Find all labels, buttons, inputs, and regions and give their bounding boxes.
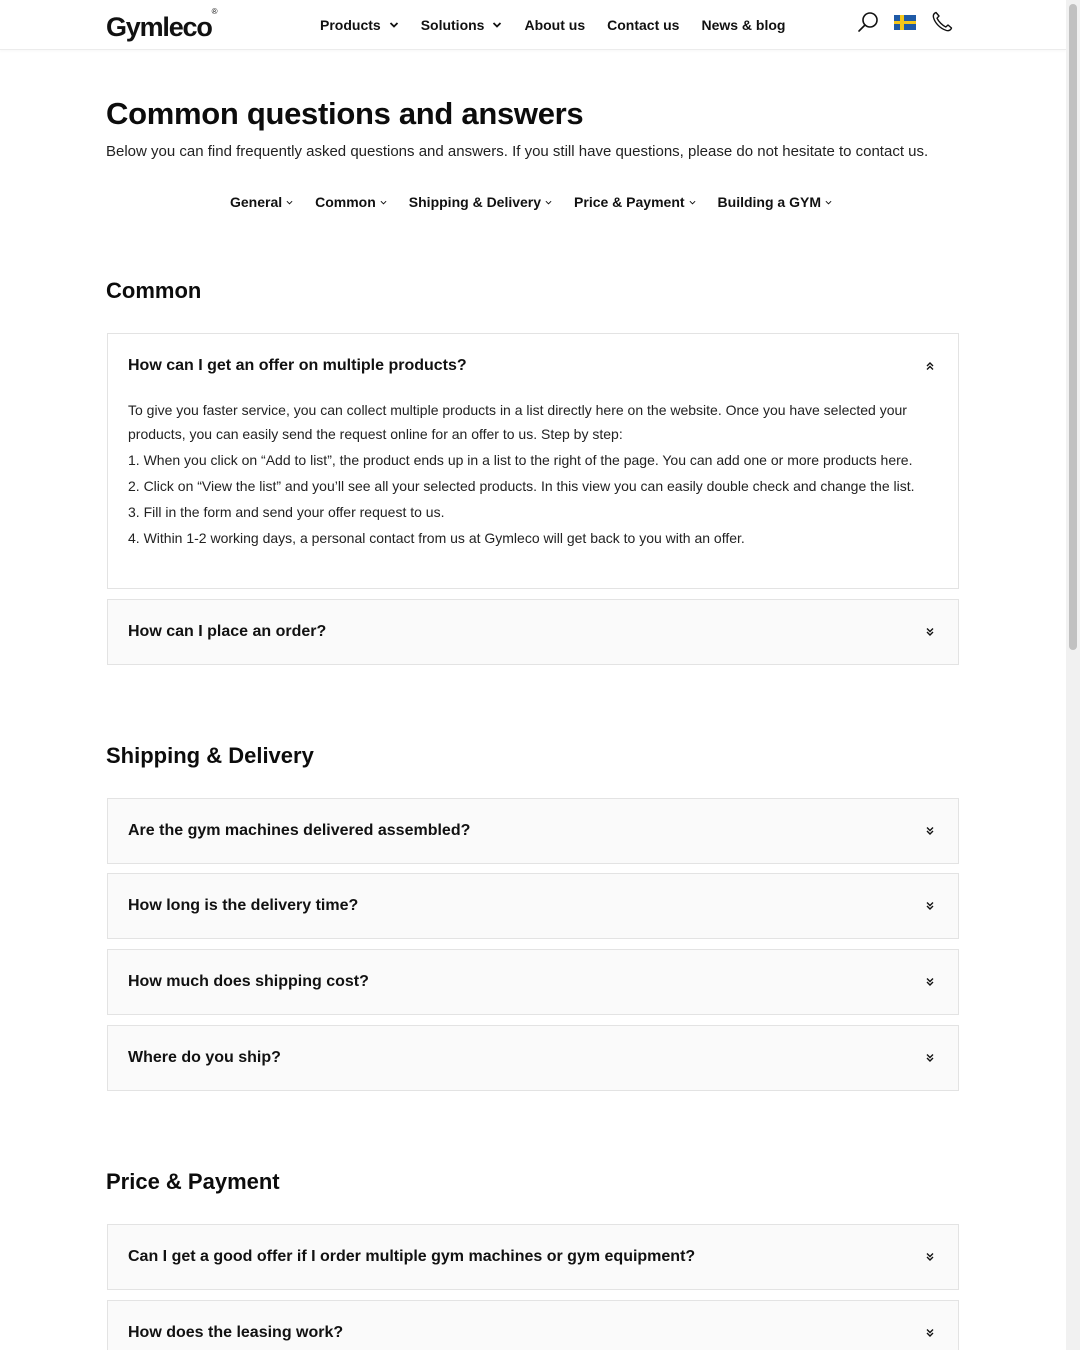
category-common[interactable]: Common [315, 194, 387, 210]
double-chevron-down-icon [925, 825, 935, 837]
faq-question-toggle[interactable] [108, 1026, 958, 1090]
faq-question-text: Where do you ship? [128, 1049, 281, 1066]
double-chevron-down-icon [925, 976, 935, 988]
faq-question-text: How long is the delivery time? [128, 897, 359, 914]
faq-question-toggle[interactable] [108, 1301, 958, 1350]
section-title-common: Common [106, 278, 202, 303]
faq-answer-step: 1. When you click on “Add to list”, the product ends up in a list to the right of the page. You can add one or more products here. [128, 452, 913, 468]
faq-answer-step: 4. Within 1-2 working days, a personal contact from us at Gymleco will get back to you with an offer. [128, 530, 745, 546]
gymleco-logo[interactable]: Gymleco® [106, 7, 218, 42]
faq-question-toggle[interactable] [108, 334, 958, 398]
faq-question-text: Are the gym machines delivered assembled? [128, 822, 471, 839]
faq-item [107, 873, 959, 939]
double-chevron-down-icon [925, 1327, 935, 1339]
site-header [0, 0, 1066, 50]
faq-question-toggle[interactable] [108, 950, 958, 1014]
faq-item [107, 1300, 959, 1350]
nav-products[interactable]: Products [320, 17, 399, 33]
faq-item [107, 949, 959, 1015]
double-chevron-down-icon [925, 626, 935, 638]
nav-news-blog[interactable]: News & blog [701, 17, 786, 33]
faq-question-toggle[interactable] [108, 600, 958, 664]
chevron-down-icon [825, 199, 832, 206]
faq-item [107, 599, 959, 665]
page-title: Common questions and answers [106, 96, 584, 131]
faq-question-text: How can I get an offer on multiple products? [128, 357, 467, 374]
faq-question-text: How does the leasing work? [128, 1324, 344, 1341]
faq-item [107, 1025, 959, 1091]
category-general[interactable]: General [230, 194, 293, 210]
page-scrollbar[interactable] [1066, 0, 1080, 1350]
chevron-down-icon [286, 199, 293, 206]
chevron-down-icon [389, 20, 399, 30]
double-chevron-up-icon [925, 360, 935, 372]
category-price-payment[interactable]: Price & Payment [574, 194, 696, 210]
chevron-down-icon [689, 199, 696, 206]
phone-icon[interactable] [930, 10, 954, 34]
category-shipping-delivery[interactable]: Shipping & Delivery [409, 194, 552, 210]
faq-question-toggle[interactable] [108, 874, 958, 938]
chevron-down-icon [492, 20, 502, 30]
scrollbar-thumb[interactable] [1069, 4, 1077, 650]
section-title-price-payment: Price & Payment [106, 1169, 280, 1194]
faq-category-nav [0, 194, 1066, 210]
double-chevron-down-icon [925, 900, 935, 912]
section-title-shipping-delivery: Shipping & Delivery [106, 743, 314, 768]
faq-question-text: Can I get a good offer if I order multiple gym machines or gym equipment? [128, 1248, 696, 1265]
nav-about-us[interactable]: About us [524, 17, 586, 33]
faq-question-toggle[interactable] [108, 799, 958, 863]
faq-question-text: How much does shipping cost? [128, 973, 369, 990]
faq-item [107, 1224, 959, 1290]
faq-item [107, 333, 959, 589]
double-chevron-down-icon [925, 1251, 935, 1263]
header-actions [856, 10, 954, 34]
faq-answer-step: 2. Click on “View the list” and you’ll see all your selected products. In this view you can easily double check and change the list. [128, 478, 915, 494]
faq-question-text: How can I place an order? [128, 623, 327, 640]
faq-answer-step: 3. Fill in the form and send your offer request to us. [128, 504, 445, 520]
faq-answer-paragraph: To give you faster service, you can collect multiple products in a list directly here on the website. Once you have selected your products, you can easily send the request online for an offer to us. Step by step: [128, 402, 907, 442]
faq-question-toggle[interactable] [108, 1225, 958, 1289]
chevron-down-icon [545, 199, 552, 206]
category-building-a-gym[interactable]: Building a GYM [718, 194, 832, 210]
faq-item [107, 798, 959, 864]
double-chevron-down-icon [925, 1052, 935, 1064]
nav-solutions[interactable]: Solutions [421, 17, 503, 33]
sweden-flag-icon[interactable] [894, 15, 916, 30]
page-intro: Below you can find frequently asked questions and answers. If you still have questions, please do not hesitate to contact us. [106, 143, 929, 160]
nav-contact-us[interactable]: Contact us [607, 17, 680, 33]
main-nav [320, 0, 807, 50]
faq-answer [108, 398, 958, 582]
search-icon[interactable] [856, 10, 880, 34]
chevron-down-icon [380, 199, 387, 206]
